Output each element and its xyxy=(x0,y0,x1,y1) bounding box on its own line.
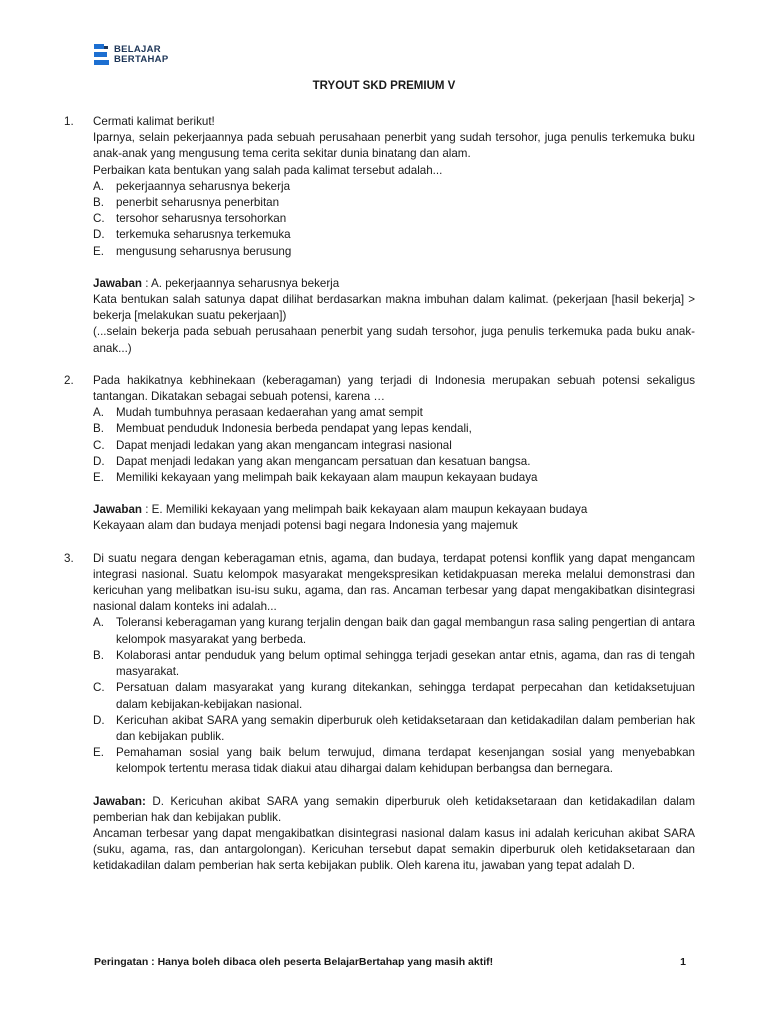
option-label: B. xyxy=(93,648,104,662)
option-label: A. xyxy=(93,616,104,630)
option-text: pekerjaannya seharusnya bekerja xyxy=(116,179,291,193)
option-text: Dapat menjadi ledakan yang akan mengancam integrasi nasional xyxy=(116,438,452,452)
answer-option xyxy=(93,244,695,260)
option-label: D. xyxy=(93,228,105,242)
question-stem: Perbaikan kata bentukan yang salah pada kalimat tersebut adalah... xyxy=(93,163,443,177)
option-label: A. xyxy=(93,406,104,420)
footer-warning: Peringatan : Hanya boleh dibaca oleh peserta BelajarBertahap yang masih aktif! xyxy=(94,956,494,968)
question-block xyxy=(64,373,695,535)
answer-explanation: Kata bentukan salah satunya dapat dilihat berdasarkan makna imbuhan dalam kalimat. (pekerjaan [hasil bekerja] > bekerja [melakukan suatu pekerjaan]) xyxy=(93,293,695,323)
answer-option xyxy=(93,648,695,680)
logo-text-line2: BERTAHAP xyxy=(114,54,169,65)
answer-key xyxy=(93,794,695,826)
answer-option xyxy=(93,438,695,454)
answer-explanation: (...selain bekerja pada sebuah perusahaan penerbit yang sudah tersohor, juga penulis terkemuka pada buku anak-anak...) xyxy=(93,325,695,355)
option-label: A. xyxy=(93,179,104,193)
answer-key xyxy=(93,276,695,292)
option-label: D. xyxy=(93,454,105,468)
answer-explanation: Kekayaan alam dan budaya menjadi potensi bagi negara Indonesia yang majemuk xyxy=(93,519,518,533)
question-stem: Di suatu negara dengan keberagaman etnis, agama, dan budaya, terdapat potensi konflik yang dapat mengancam integrasi nasional. Suatu kelompok masyarakat mengekspresikan ketidakpuasan mereka melalui demonstrasi dan kericuhan yang melibatkan isu-isu suku, agama, dan ras. Ancaman terbesar yang dapat mengakibatkan disintegrasi nasional dalam konteks ini adalah... xyxy=(93,551,695,614)
option-label: E. xyxy=(93,746,104,760)
question-body xyxy=(93,114,695,357)
question-body xyxy=(93,373,695,535)
option-text: Kericuhan akibat SARA yang semakin diperburuk oleh ketidaksetaraan dan ketidakadilan dalam pemberian hak dan kebijakan publik. xyxy=(116,713,695,743)
question-list xyxy=(64,114,695,875)
answer-label: Jawaban xyxy=(93,276,142,290)
answer-text: D. Kericuhan akibat SARA yang semakin diperburuk oleh ketidaksetaraan dan ketidakadilan dalam pemberian hak dan kebijakan publik. xyxy=(93,794,695,824)
option-label: D. xyxy=(93,713,105,727)
question-separator xyxy=(64,535,695,551)
option-label: E. xyxy=(93,471,104,485)
answer-key xyxy=(93,502,695,518)
answer-explanation: Ancaman terbesar yang dapat mengakibatkan disintegrasi nasional dalam kasus ini adalah kericuhan akibat SARA (suku, agama, ras, dan antargolongan). Kericuhan tersebut dapat semakin diperburuk oleh ketidaksetaraan dan ketidakadilan dalam pemberian hak serta kebijakan publik. Oleh karena itu, jawaban yang tepat adalah D. xyxy=(93,826,695,873)
option-text: Membuat penduduk Indonesia berbeda pendapat yang lepas kendali, xyxy=(116,422,472,436)
option-text: Persatuan dalam masyarakat yang kurang ditekankan, sehingga terdapat perpecahan dan ketidaksetujuan dalam kebijakan-kebijakan nasional. xyxy=(116,681,695,711)
option-text: Pemahaman sosial yang baik belum terwujud, dimana terdapat kesenjangan sosial yang menyebabkan kelompok tertentu merasa tidak diakui atau dihargai dalam kehidupan berbangsa dan bernegara. xyxy=(116,746,695,776)
question-number: 3. xyxy=(64,551,74,565)
answer-option xyxy=(93,195,695,211)
option-label: C. xyxy=(93,681,105,695)
option-text: penerbit seharusnya penerbitan xyxy=(116,196,280,210)
question-stem: Pada hakikatnya kebhinekaan (keberagaman) yang terjadi di Indonesia merupakan sebuah potensi sekaligus tantangan. Dikatakan sebagai sebuah potensi, karena … xyxy=(93,373,695,404)
question-number: 1. xyxy=(64,115,74,128)
answer-option xyxy=(93,179,695,195)
answer-label: Jawaban xyxy=(93,503,142,517)
answer-option xyxy=(93,405,695,421)
brand-logo xyxy=(93,43,168,67)
option-text: tersohor seharusnya tersohorkan xyxy=(116,212,287,226)
option-text: terkemuka seharusnya terkemuka xyxy=(116,228,291,242)
option-text: Toleransi keberagaman yang kurang terjalin dengan baik dan gagal membangun rasa saling pengertian di antara kelompok masyarakat yang berbeda. xyxy=(116,616,695,646)
option-label: C. xyxy=(93,212,105,226)
question-separator xyxy=(64,357,695,373)
answer-option xyxy=(93,615,695,647)
question-block xyxy=(64,114,695,357)
belajar-bertahap-logo-icon xyxy=(93,43,111,67)
option-text: mengusung seharusnya berusung xyxy=(116,244,292,258)
page-number: 1 xyxy=(680,956,686,968)
document-title: TRYOUT SKD PREMIUM V xyxy=(312,80,456,92)
question-stem: Cermati kalimat berikut! xyxy=(93,115,215,128)
answer-option xyxy=(93,211,695,227)
answer-option xyxy=(93,680,695,712)
option-label: B. xyxy=(93,422,104,436)
logo-text-line1: BELAJAR xyxy=(114,44,161,55)
option-text: Mudah tumbuhnya perasaan kedaerahan yang amat sempit xyxy=(116,406,423,420)
question-number: 2. xyxy=(64,373,74,387)
option-text: Kolaborasi antar penduduk yang belum optimal sehingga terjadi gesekan antar etnis, agama, dan ras di tengah masyarakat. xyxy=(116,648,695,679)
option-text: Dapat menjadi ledakan yang akan mengancam persatuan dan kesatuan bangsa. xyxy=(116,454,531,468)
question-block xyxy=(64,551,695,875)
answer-label: Jawaban: xyxy=(93,794,146,808)
answer-text: A. pekerjaannya seharusnya bekerja xyxy=(151,276,340,290)
answer-option xyxy=(93,227,695,243)
answer-option xyxy=(93,421,695,437)
option-label: E. xyxy=(93,244,104,258)
answer-option xyxy=(93,470,695,486)
answer-separator: : xyxy=(141,503,152,517)
answer-separator: : xyxy=(141,276,152,290)
answer-text: E. Memiliki kekayaan yang melimpah baik kekayaan alam maupun kekayaan budaya xyxy=(151,503,588,517)
answer-option xyxy=(93,745,695,777)
option-label: B. xyxy=(93,196,104,210)
option-text: Memiliki kekayaan yang melimpah baik kekayaan alam maupun kekayaan budaya xyxy=(116,471,538,485)
question-stem: Iparnya, selain pekerjaannya pada sebuah perusahaan penerbit yang sudah tersohor, juga penulis terkemuka buku anak-anak yang mengusung tema cerita sekitar dunia binatang dan alam. xyxy=(93,131,695,161)
answer-option xyxy=(93,713,695,745)
question-body xyxy=(93,551,695,875)
page-footer xyxy=(94,956,686,968)
answer-option xyxy=(93,454,695,470)
option-label: C. xyxy=(93,438,105,452)
